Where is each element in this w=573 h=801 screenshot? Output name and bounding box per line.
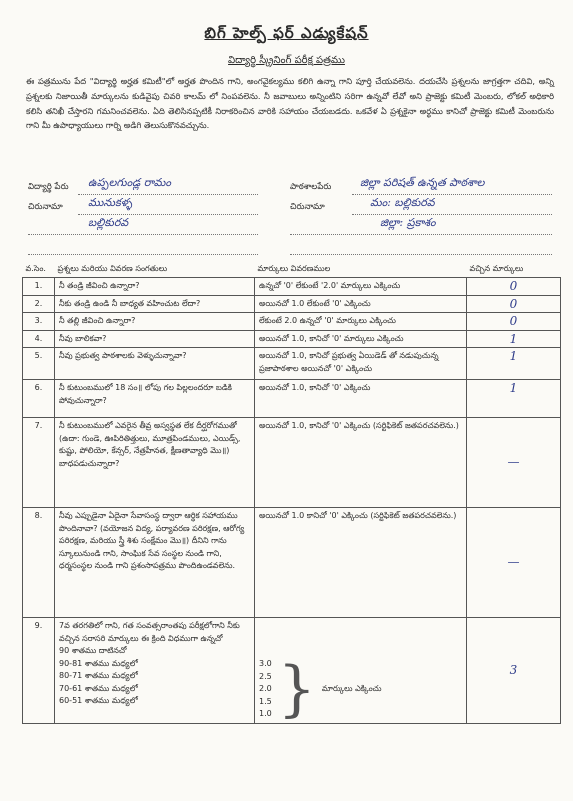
row-marking: అయినచో 1.0, కానిచో ప్రభుత్వ ఏయిడెడ్ తో నడుపుచున్న ప్రజాపాఠశాల అయినచో '0' ఎక్కించు xyxy=(255,348,467,380)
row-marks[interactable]: 0 xyxy=(467,278,561,296)
row-marks[interactable]: 1 xyxy=(467,380,561,418)
row-number: 3. xyxy=(23,313,55,331)
school-address-value-1: మం: బల్లికురవ xyxy=(370,196,435,209)
header-marks-obtained: వచ్చిన మార్కులు xyxy=(469,264,524,273)
row-question xyxy=(55,618,255,724)
row-marks[interactable]: 1 xyxy=(467,330,561,348)
row-number: 2. xyxy=(23,295,55,313)
table-row xyxy=(23,508,561,618)
school-name-value: జిల్లా పరిషత్ ఉన్నత పాఠశాల xyxy=(360,176,485,189)
row-marking: లేకుంటే 2.0 ఉన్నచో '0' మార్కులు ఎక్కించు xyxy=(255,313,467,331)
score-bands xyxy=(259,654,462,725)
row-marking: ఉన్నచో '0' లేకుంటే '2.0' మార్కులు ఎక్కించు xyxy=(255,278,467,296)
school-address-line-1 xyxy=(352,214,552,215)
table-row xyxy=(23,348,561,380)
table-row xyxy=(23,295,561,313)
row-marking xyxy=(255,618,467,724)
school-address-line-2 xyxy=(290,234,552,235)
row-question: నీ తండ్రి జీవించి ఉన్నారా? xyxy=(55,278,255,296)
table-row xyxy=(23,278,561,296)
address-line-2 xyxy=(28,234,258,235)
row-marks[interactable]: 1 xyxy=(467,348,561,380)
row-number: 6. xyxy=(23,380,55,418)
brace-icon: } xyxy=(277,654,316,725)
address-line-1 xyxy=(78,214,258,215)
row-marks[interactable]: 0 xyxy=(467,295,561,313)
band-1-range: 90-81 శాతము మధ్యలో xyxy=(59,658,138,668)
row-marking-text: మార్కులు ఎక్కించు xyxy=(321,684,382,693)
address-value-2: బల్లికురవ xyxy=(88,216,129,229)
table-row xyxy=(23,618,561,724)
instructions-paragraph: ఈ పత్రమును పేద "విద్యార్థి అర్హత కమిటీ"లో అర్హత పొందిన గాని, అంగవైకల్యము కలిగి ఉన్నా గాని పూర్తి చేయవలెను. దయచేసి ప్రశ్నలను జాగ్రత్తగా చదివి, అన్ని ప్రశ్నలకు నిజాయితీ మార్కులను కుడివైపు చివరి కాలమ్ లో నింపవలెను. నీ జవాబులు అన్నింటిని సరిగా ఉన్నవో లేవో అని ప్రాజెక్టు కమిటీ మెంబరు, లోకల్ అధికారి కలిసి తనిఖీ చేస్తారని గమనించవలెను. ఏది తెలిసినప్పటికీ నిరాకరించిన వారికి సహాయం చేయబడదు. ఒకవేళ ఏ ప్రశ్నకైనా అర్థము కానిచో ప్రాజెక్టు కమిటీ మెంబరును గాని మీ ఉపాధ్యాయులు గార్ని అడిగి తెలుసుకొనవచ్చును. xyxy=(26,76,554,131)
header-marks-desc: మార్కులు వివరణముల xyxy=(257,264,331,273)
row-number: 1. xyxy=(23,278,55,296)
row-marks[interactable]: 0 xyxy=(467,313,561,331)
school-address-line-3 xyxy=(290,254,552,255)
row-question: నీవు బాలికవా? xyxy=(55,330,255,348)
row-marking: అయినచో 1.0 కానిచో '0' ఎక్కించు (సర్టిఫికెట్ జతపరచవలెను.) xyxy=(255,508,467,618)
band-4-range: 60-51 శాతము మధ్యలో xyxy=(59,696,138,705)
row-marking: అయినచో 1.0, కానిచో '0' ఎక్కించు (సర్టిఫికెట్ జతపరచవలెను.) xyxy=(255,418,467,508)
form-title: బిగ్ హెల్ప్ ఫర్ ఎడ్యుకేషన్ xyxy=(204,24,369,42)
table-row xyxy=(23,418,561,508)
row-number: 4. xyxy=(23,330,55,348)
band-2-score: 2.0 xyxy=(259,684,272,693)
row-question: నీవు ప్రభుత్వ పాఠశాలకు వెళ్ళుచున్నావా? xyxy=(55,348,255,380)
student-name-line xyxy=(78,194,258,195)
band-0-range: 90 శాతము దాటినచో xyxy=(59,646,127,655)
row-question: నీవు ఎప్పుడైనా ఏదైనా సేవాసంస్థ ద్వారా ఆర్థిక సహాయము పొందినావా? (వయోజన విద్య, పర్యావరణ పరిరక్షణ, ఆరోగ్య పరిరక్షణ, మరియు స్త్రీ శిశు సంక్షేమం మొ॥) దీనిని గాను స్కూలునుండి గాని, సాంఘిక సేవ సంస్థల నుండి గాని, ధర్మసంస్థల నుండి గాని ప్రశంసాపత్రము పొందిఉండవలెను. xyxy=(55,508,255,618)
band-4-score: 1.0 xyxy=(259,709,272,718)
school-address-label: చిరునామా xyxy=(290,202,325,212)
row-question: నీకు తండ్రి ఉండి నీ బాధ్యత వహించుట లేదా? xyxy=(55,295,255,313)
row-question-text: 7వ తరగతిలో గాని, గత సంవత్సరాంతపు పరీక్షలోగాని నీకు వచ్చిన సరాసరి మార్కులు ఈ క్రింది విధముగా ఉన్నచో xyxy=(59,621,240,643)
row-number: 5. xyxy=(23,348,55,380)
row-marks[interactable]: — xyxy=(467,418,561,508)
band-3-score: 1.5 xyxy=(259,696,272,706)
form-subtitle: విద్యార్థి స్క్రీనింగ్ పరీక్ష పత్రము xyxy=(228,55,345,66)
row-marking: అయినచో 1.0 లేకుంటే '0' ఎక్కించు xyxy=(255,295,467,313)
row-number: 9. xyxy=(23,618,55,724)
row-number: 8. xyxy=(23,508,55,618)
row-question: నీ కుటుంబములో ఎవరైన తీవ్ర అస్వస్థత లేక దీర్ఘరోగముతో (ఉదా: గుండె, ఊపిరితిత్తులు, మూత్రపిండములు, ఎయిడ్స్, కుష్టు, పోలియో, కేన్సర్, నేత్రహీనత, క్షీణతావ్యాధి మొ॥) బాధపడుచున్నారా? xyxy=(55,418,255,508)
row-marking: అయినచో 1.0, కానిచో '0' ఎక్కించు xyxy=(255,380,467,418)
band-2-range: 80-71 శాతము మధ్యలో xyxy=(59,671,138,680)
school-name-label: పాఠశాలపేరు xyxy=(290,182,332,192)
header-question: ప్రశ్నలు మరియు వివరణ సంగతులు xyxy=(57,264,168,273)
band-scores xyxy=(259,658,272,721)
table-header-row xyxy=(23,262,561,278)
row-marks[interactable]: 3 xyxy=(467,618,561,724)
screening-table xyxy=(22,262,561,724)
address-value-1: మునుకళ్ళ xyxy=(88,196,133,209)
table-row xyxy=(23,313,561,331)
row-question: నీ కుటుంబములో 18 సం॥ లోపు గల పిల్లలందరూ బడికి పోవుచున్నారా? xyxy=(55,380,255,418)
row-marks[interactable]: — xyxy=(467,508,561,618)
student-name-label: విద్యార్థి పేరు xyxy=(28,182,69,192)
address-label: చిరునామా xyxy=(28,202,63,212)
band-0-score: 3.0 xyxy=(259,659,272,668)
student-name-value: ఉప్పలగుండ్ల రామం xyxy=(88,176,171,189)
school-name-line xyxy=(352,194,552,195)
header-serial: వ.సెం. xyxy=(25,264,46,273)
school-address-value-2: జిల్లా: ప్రకాశం xyxy=(380,216,436,229)
address-line-3 xyxy=(28,254,258,255)
row-question: నీ తల్లి జీవించి ఉన్నారా? xyxy=(55,313,255,331)
table-row xyxy=(23,380,561,418)
row-number: 7. xyxy=(23,418,55,508)
band-1-score: 2.5 xyxy=(259,671,272,681)
table-row xyxy=(23,330,561,348)
band-3-range: 70-61 శాతము మధ్యలో xyxy=(59,683,138,693)
row-marking: అయినచో 1.0, కానిచో '0' మార్కులు ఎక్కించు xyxy=(255,330,467,348)
